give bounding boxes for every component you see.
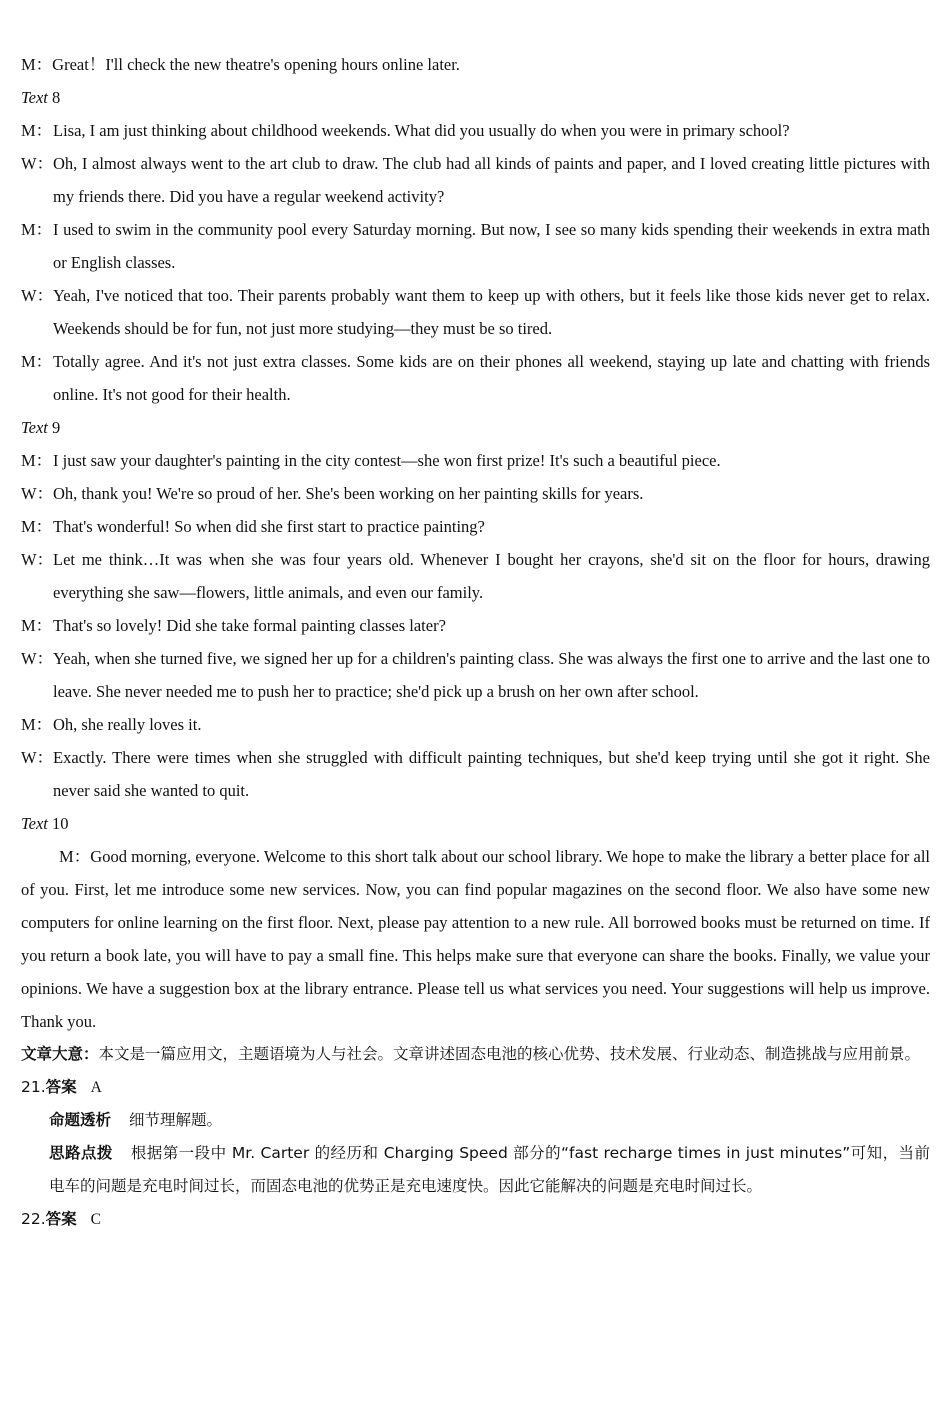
dialogue-turn: W：Oh, I almost always went to the art club to draw. The club had all kinds of paints and paper, and I loved creating little pictures with my friends there. Did you have a regular weekend activity? [21,154,930,206]
dialogue-line-top: M：Great！I'll check the new theatre's opening hours online later. [21,55,460,74]
dialogue-turn: M：That's wonderful! So when did she first start to practice painting? [21,517,485,536]
article-summary [21,1038,930,1071]
dialogue-turn: M：Totally agree. And it's not just extra classes. Some kids are on their phones all weekend, staying up late and chatting with friends online. It's not good for their health. [21,352,930,404]
dialogue-turn: W：Yeah, when she turned five, we signed her up for a children's painting class. She was always the first one to arrive and the last one to leave. She never needed me to push her to practice; she'd pick up a brush on her own after school. [21,649,930,701]
question-21-analysis: 命题透析 细节理解题。 [49,1111,223,1129]
section-label-text8: Text 8 [21,88,61,107]
dialogue-turn: M：I used to swim in the community pool every Saturday morning. But now, I see so many kids spending their weekends in extra math or English classes. [21,220,930,272]
dialogue-turn: W：Let me think…It was when she was four years old. Whenever I bought her crayons, she'd sit on the floor for hours, drawing everything she saw—flowers, little animals, and even our family. [21,550,930,602]
dialogue-turn: W：Yeah, I've noticed that too. Their parents probably want them to keep up with others, but it feels like those kids never get to relax. Weekends should be for fun, not just more studying—they must be so tired. [21,286,930,338]
section-label-text10: Text 10 [21,814,69,833]
question-21-answer: 21.答案 A [21,1078,102,1096]
summary-text: 本文是一篇应用文，主题语境为人与社会。文章讲述固态电池的核心优势、技术发展、行业动态、制造挑战与应用前景。 [98,1045,921,1063]
summary-label: 文章大意： [21,1045,99,1063]
monologue-paragraph: M：Good morning, everyone. Welcome to this short talk about our school library. We hope to make the library a better place for all of you. First, let me introduce some new services. Now, you can find popular magazines on the second floor. We also have some new computers for online learning on the first floor. Next, please pay attention to a new rule. All borrowed books must be returned on time. If you return a book late, you will have to pay a small fine. This helps make sure that everyone can share the books. Finally, we value your opinions. We have a suggestion box at the library entrance. Please tell us what services you need. Your suggestions will help us improve. Thank you. [21,847,930,1031]
dialogue-turn: W：Exactly. There were times when she struggled with difficult painting techniques, but she'd keep trying until she got it right. She never said she wanted to quit. [21,748,930,800]
dialogue-turn: M：Lisa, I am just thinking about childhood weekends. What did you usually do when you were in primary school? [21,121,790,140]
question-21-hint: 思路点拨 根据第一段中 Mr. Carter 的经历和 Charging Speed 部分的“fast recharge times in just minutes”可知，当前电车的问题是充电时间过长，而固态电池的优势正是充电速度快。因此它能解决的问题是充电时间过长。 [49,1144,930,1195]
dialogue-turn: M：I just saw your daughter's painting in the city contest—she won first prize! It's such a beautiful piece. [21,451,721,470]
dialogue-turn: W：Oh, thank you! We're so proud of her. She's been working on her painting skills for years. [21,484,644,503]
section-label-text9: Text 9 [21,418,61,437]
document-page [21,48,930,1236]
question-22-answer: 22.答案 C [21,1210,102,1228]
dialogue-turn: M：That's so lovely! Did she take formal painting classes later? [21,616,446,635]
dialogue-turn: M：Oh, she really loves it. [21,715,202,734]
